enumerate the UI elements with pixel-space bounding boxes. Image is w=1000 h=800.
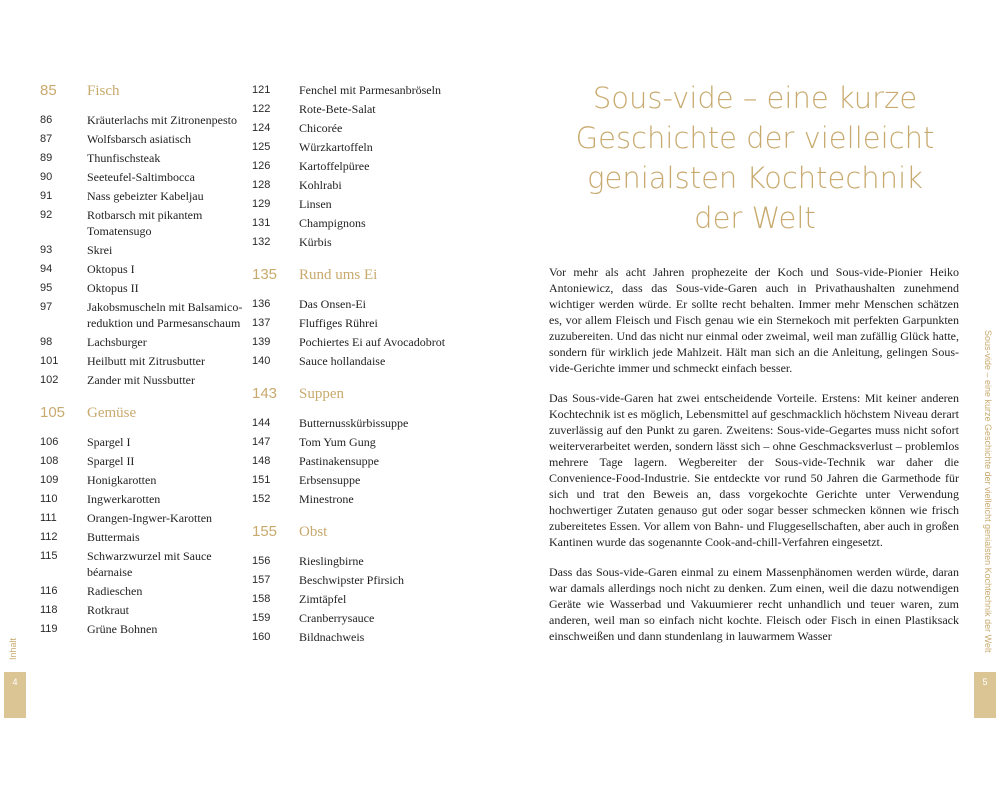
article-paragraph: Dass das Sous-vide-Garen einmal zu einem Massenphänomen werden würde, daran war damals allerdings noch nicht zu denken. Zum einen, weil die dazu notwendigen Geräte wie Wasserbad und Vakuumierer recht unhandlich und teuer waren, zum anderen, weil man so einfach nicht kochte. Fleisch oder Fisch in einen Plastiksack einschweißen und dann stundenlang in lauwarmem Wasser [549,565,959,643]
toc-entry [40,280,245,296]
entry-title: Linsen [299,197,332,211]
toc-entry [252,491,462,507]
toc-entry [252,177,462,193]
toc-entry [40,472,245,488]
entry-title: Spargel II [87,454,135,468]
entry-page-number: 121 [252,84,271,96]
entry-title: Chicorée [299,121,343,135]
toc-entry [252,120,462,136]
entry-page-number: 152 [252,493,271,505]
toc-entry [252,553,462,569]
section-page-number: 155 [252,523,278,540]
section-title: Fisch [87,83,120,99]
section-label-left: Inhalt [8,637,18,660]
entry-page-number: 109 [40,474,59,486]
toc-entry-list [40,112,245,388]
entry-title: Rotkraut [87,603,129,617]
entry-page-number: 122 [252,103,271,115]
page-number-right: 5 [974,672,996,718]
entry-page-number: 95 [40,282,53,294]
entry-title: Erbsensuppe [299,473,361,487]
entry-page-number: 148 [252,455,271,467]
toc-entry [252,82,462,98]
toc-entry [40,299,245,331]
heading-line: genialsten Kochtechnik [587,161,923,195]
entry-title: Fenchel mit Parmesanbröseln [299,83,441,97]
toc-section-heading [252,266,462,296]
running-title-right: Sous-vide – eine kurze Geschichte der vielleicht genialsten Kochtechnik der Welt [983,330,993,653]
toc-entry [252,234,462,250]
entry-title: Kürbis [299,235,332,249]
entry-title: Zimtäpfel [299,592,347,606]
entry-page-number: 125 [252,141,271,153]
toc-entry [252,158,462,174]
entry-page-number: 118 [40,604,58,616]
toc-entry [40,353,245,369]
entry-page-number: 101 [40,355,59,367]
toc-entry [252,434,462,450]
toc-entry [252,591,462,607]
entry-title: Heilbutt mit Zitrusbutter [87,354,205,368]
entry-title: Kartoffelpüree [299,159,370,173]
toc-entry [252,315,462,331]
entry-page-number: 102 [40,374,59,386]
toc-entry [252,353,462,369]
entry-title: Bildnachweis [299,630,365,644]
toc-entry [252,139,462,155]
entry-page-number: 110 [40,493,58,505]
toc-entry [40,548,245,580]
toc-entry [40,510,245,526]
toc-entry [40,261,245,277]
entry-page-number: 115 [40,550,58,562]
entry-page-number: 94 [40,263,53,275]
entry-title: Orangen-Ingwer-Karotten [87,511,213,525]
toc-entry-list [252,553,462,645]
entry-page-number: 98 [40,336,53,348]
toc-section-heading [40,82,245,112]
entry-page-number: 106 [40,436,59,448]
entry-page-number: 128 [252,179,271,191]
heading-line: Geschichte der vielleicht [575,121,935,155]
toc-section-heading [40,404,245,434]
entry-page-number: 92 [40,209,53,221]
entry-title: Oktopus II [87,281,139,295]
entry-page-number: 89 [40,152,53,164]
toc-entry [40,188,245,204]
entry-title: Rote-Bete-Salat [299,102,376,116]
entry-page-number: 156 [252,555,271,567]
entry-title: Wolfsbarsch asiatisch [87,132,192,146]
toc-entry [252,101,462,117]
entry-title: Kräuterlachs mit Zitronenpesto [87,113,237,127]
toc-entry [40,169,245,185]
entry-title: Honigkarotten [87,473,157,487]
article-heading [560,78,950,238]
entry-page-number: 97 [40,301,53,313]
entry-title: Oktopus I [87,262,135,276]
section-title: Obst [299,524,328,540]
toc-entry [40,150,245,166]
entry-page-number: 147 [252,436,271,448]
entry-title: Beschwipster Pfirsich [299,573,404,587]
entry-page-number: 158 [252,593,271,605]
entry-title: Minestrone [299,492,354,506]
entry-page-number: 116 [40,585,58,597]
heading-line: der Welt [694,201,816,235]
entry-title: Lachsburger [87,335,147,349]
entry-title: Pastinakensuppe [299,454,379,468]
entry-page-number: 136 [252,298,271,310]
toc-entry [252,415,462,431]
entry-title: Ingwerkarotten [87,492,161,506]
toc-entry [40,529,245,545]
section-page-number: 143 [252,385,278,402]
entry-page-number: 112 [40,531,58,543]
entry-title: Seeteufel-Saltimbocca [87,170,195,184]
section-page-number: 135 [252,266,278,283]
toc-entry-list [40,434,245,637]
entry-page-number: 131 [252,217,271,229]
entry-page-number: 108 [40,455,59,467]
entry-page-number: 126 [252,160,271,172]
toc-entry [40,602,245,618]
toc-entry [40,491,245,507]
entry-page-number: 160 [252,631,271,643]
entry-title: Fluffiges Rührei [299,316,378,330]
article-body [549,264,959,658]
entry-page-number: 144 [252,417,271,429]
toc-entry [252,472,462,488]
toc-column-1 [40,82,245,653]
entry-page-number: 137 [252,317,271,329]
entry-page-number: 159 [252,612,271,624]
entry-page-number: 129 [252,198,271,210]
toc-entry [40,207,245,239]
entry-title: Thunfischsteak [87,151,161,165]
article-paragraph: Vor mehr als acht Jahren prophezeite der Koch und Sous-vide-Pionier Heiko Antoniewicz, dass das Sous-vide-Garen auch in Privathaushalten zunehmend wichtiger werden würde. Er sollte recht behalten. Immer mehr Menschen schätzen es, vor allem Fleisch und Fisch genau wie ein Sternekoch mit perfekten Garpunkten zuzubereiten. Und das nicht nur einmal oder zweimal, weil man zufällig Glück hatte, sondern für wirklich jede Mahlzeit. Hält man sich an die Anleitung, gelingen Sous-vide-Gerichte immer und schmeckt einfach besser. [549,265,959,375]
section-title: Rund ums Ei [299,267,378,283]
toc-entry-list [252,415,462,507]
entry-page-number: 139 [252,336,271,348]
entry-title: Kohlrabi [299,178,342,192]
toc-entry [252,334,462,350]
section-page-number: 85 [40,82,57,99]
toc-entry [40,583,245,599]
section-page-number: 105 [40,404,66,421]
entry-page-number: 119 [40,623,58,635]
entry-page-number: 111 [40,512,57,524]
entry-title: Das Onsen-Ei [299,297,366,311]
entry-page-number: 140 [252,355,271,367]
entry-page-number: 93 [40,244,53,256]
page-number-left: 4 [4,672,26,718]
entry-page-number: 124 [252,122,271,134]
toc-entry [40,372,245,388]
entry-page-number: 87 [40,133,53,145]
heading-line: Sous-vide – eine kurze [592,81,918,115]
entry-title: Jakobsmuscheln mit Balsamico-reduktion und Parmesanschaum [87,300,243,330]
entry-title: Grüne Bohnen [87,622,158,636]
entry-page-number: 91 [40,190,53,202]
entry-page-number: 90 [40,171,53,183]
toc-entry [252,572,462,588]
entry-page-number: 157 [252,574,271,586]
entry-title: Rieslingbirne [299,554,364,568]
entry-title: Zander mit Nussbutter [87,373,195,387]
entry-title: Cranberrysauce [299,611,375,625]
toc-entry [40,242,245,258]
entry-title: Rotbarsch mit pikantem Tomatensugo [87,208,203,238]
toc-entry [252,453,462,469]
entry-title: Skrei [87,243,113,257]
toc-entry [40,131,245,147]
entry-title: Nass gebeizter Kabeljau [87,189,204,203]
toc-entry [252,296,462,312]
toc-entry-list [252,296,462,369]
entry-title: Buttermais [87,530,140,544]
entry-title: Schwarzwurzel mit Sauce béarnaise [87,549,212,579]
toc-entry [40,453,245,469]
toc-entry [40,621,245,637]
entry-page-number: 132 [252,236,271,248]
toc-entry [252,629,462,645]
toc-entry-list [252,82,462,250]
entry-page-number: 151 [252,474,271,486]
toc-column-2 [252,82,462,661]
section-title: Gemüse [87,405,137,421]
entry-title: Würzkartoffeln [299,140,373,154]
entry-title: Sauce hollandaise [299,354,386,368]
entry-page-number: 86 [40,114,53,126]
toc-entry [252,196,462,212]
toc-entry [40,434,245,450]
toc-entry [40,112,245,128]
toc-section-heading [252,523,462,553]
entry-title: Butternusskürbissuppe [299,416,409,430]
toc-entry [252,610,462,626]
article-paragraph: Das Sous-vide-Garen hat zwei entscheidende Vorteile. Erstens: Mit keiner anderen Kochtechnik ist es möglich, Lebensmittel auf geschmacklich höchstem Niveau derart zuverlässig auf den Punkt zu garen. Zweitens: Sous-vide-Gegartes muss nicht sofort weiterverarbeitet werden, sondern lässt sich – ohne Geschmacksverlust – problemlos mehrere Tage lagern. Wegbereiter der Sous-vide-Technik war daher die Convenience-Food-Industrie. Sie entdeckte vor rund 50 Jahren die Garmethode für sich und trat den Beweis an, dass vorgekochte Gerichte unter Verwendung hochwertiger Zutaten genauso gut oder sogar besser schmecken können wie frisch zubereitetes Essen. Vor allem von Bahn- und Fluggesellschaften, aber auch in großen Kantinen wurde das sogenannte Cook-and-chill-Verfahren eingesetzt. [549,391,959,549]
toc-section-heading [252,385,462,415]
toc-entry [40,334,245,350]
toc-entry [252,215,462,231]
entry-title: Tom Yum Gung [299,435,376,449]
section-title: Suppen [299,386,344,402]
entry-title: Champignons [299,216,366,230]
entry-title: Spargel I [87,435,131,449]
entry-title: Pochiertes Ei auf Avocadobrot [299,335,446,349]
entry-title: Radieschen [87,584,143,598]
